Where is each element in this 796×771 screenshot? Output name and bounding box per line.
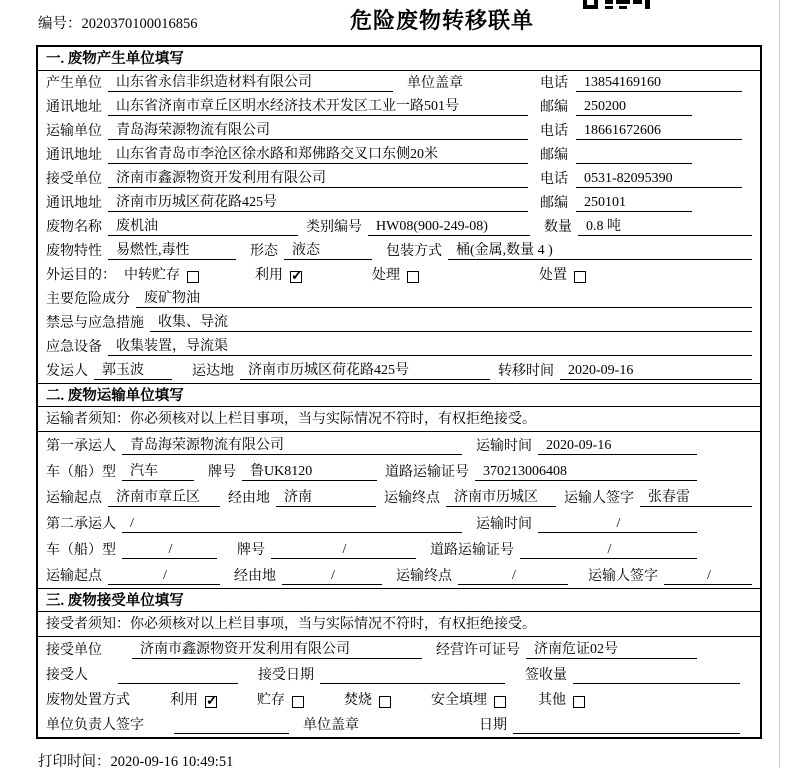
waste-code-label: 类别编号 bbox=[306, 220, 362, 235]
producer-field: 山东省永信非织造材料有限公司 bbox=[108, 71, 393, 92]
carrier1-field: 青岛海荣源物流有限公司 bbox=[122, 434, 462, 455]
purpose-option-transfer-storage-label: 中转贮存 bbox=[124, 268, 180, 283]
receiver-zip-label: 邮编 bbox=[540, 196, 568, 211]
equipment-field: 收集装置，导流渠 bbox=[108, 335, 752, 356]
waste-name-field: 废机油 bbox=[108, 215, 298, 236]
purpose-option-dispose-label: 处置 bbox=[539, 268, 567, 283]
route1-via-label: 经由地 bbox=[228, 491, 270, 506]
vehicle1-row bbox=[38, 458, 760, 484]
producer-address-label: 通讯地址 bbox=[46, 100, 102, 115]
document-header bbox=[0, 0, 796, 45]
accept-person-field bbox=[118, 683, 238, 684]
receiver-tel-label: 电话 bbox=[540, 172, 568, 187]
waste-form-field: 液态 bbox=[284, 239, 372, 260]
receipt-qty-label: 签收量 bbox=[525, 668, 567, 683]
purpose-checkbox-dispose bbox=[574, 271, 586, 283]
route2-via-label: 经由地 bbox=[234, 569, 276, 584]
accept-date-field bbox=[320, 683, 505, 684]
equipment-row bbox=[38, 335, 760, 359]
transporter-zip-field bbox=[576, 163, 692, 164]
route1-start-label: 运输起点 bbox=[46, 491, 102, 506]
vehicle2-type-label: 车（船）型 bbox=[46, 543, 116, 558]
purpose-option-utilize-label: 利用 bbox=[255, 268, 283, 283]
purpose-checkbox-utilize bbox=[290, 271, 302, 283]
waste-pack-field: 桶(金属,数量 4 ) bbox=[448, 239, 752, 260]
transporter-tel-label: 电话 bbox=[540, 124, 568, 139]
producer-seal-label: 单位盖章 bbox=[407, 76, 463, 91]
disposal-option-incinerate-label: 焚烧 bbox=[344, 693, 372, 708]
waste-qty-field: 0.8 吨 bbox=[578, 215, 752, 236]
carrier1-label: 第一承运人 bbox=[46, 439, 116, 454]
receiver-notice-text: 接受者须知：你必须核对以上栏目事项，当与实际情况不符时，有权拒绝接受。 bbox=[46, 617, 536, 632]
carrier1-row bbox=[38, 432, 760, 458]
accept-person-label: 接受人 bbox=[46, 668, 88, 683]
responsible-sign-field bbox=[174, 733, 289, 734]
carrier2-time-field: / bbox=[538, 516, 697, 533]
transporter-label: 运输单位 bbox=[46, 124, 102, 139]
waste-code-field: HW08(900-249-08) bbox=[368, 219, 530, 236]
serial-value: 2020370100016856 bbox=[81, 16, 198, 32]
carrier2-label: 第二承运人 bbox=[46, 517, 116, 532]
disposal-checkbox-incinerate bbox=[379, 696, 391, 708]
disposal-checkbox-landfill bbox=[494, 696, 506, 708]
serial-label: 编号： bbox=[38, 16, 82, 32]
carrier2-time-label: 运输时间 bbox=[476, 517, 532, 532]
route2-start-label: 运输起点 bbox=[46, 569, 102, 584]
disposal-method-row bbox=[38, 687, 760, 712]
transporter-address-row bbox=[38, 143, 760, 167]
dispatcher-label: 发运人 bbox=[46, 364, 88, 379]
waste-form-label: 形态 bbox=[250, 244, 278, 259]
vehicle1-license-field: 370213006408 bbox=[475, 464, 697, 481]
disposal-checkbox-utilize bbox=[205, 696, 217, 708]
waste-qty-label: 数量 bbox=[544, 220, 572, 235]
disposal-checkbox-other bbox=[573, 696, 585, 708]
emergency-field: 收集、导流 bbox=[150, 311, 752, 332]
route2-sign-label: 运输人签字 bbox=[588, 569, 658, 584]
producer-address-row bbox=[38, 95, 760, 119]
hazard-row bbox=[38, 287, 760, 311]
qr-code-fragment-icon bbox=[583, 0, 651, 10]
route2-end-label: 运输终点 bbox=[396, 569, 452, 584]
receiver-address-label: 通讯地址 bbox=[46, 196, 102, 211]
disposal-option-utilize-label: 利用 bbox=[170, 693, 198, 708]
page-title: 危险废物转移联单 bbox=[349, 8, 534, 33]
vehicle1-plate-label: 牌号 bbox=[208, 465, 236, 480]
purpose-option-utilize bbox=[255, 264, 302, 284]
responsible-sign-row bbox=[38, 712, 760, 737]
section2-header: 二. 废物运输单位填写 bbox=[38, 383, 760, 407]
producer-tel-field: 13854169160 bbox=[576, 75, 742, 92]
waste-name-label: 废物名称 bbox=[46, 220, 102, 235]
transporter-notice-text: 运输者须知：你必须核对以上栏目事项，当与实际情况不符时，有权拒绝接受。 bbox=[46, 412, 536, 427]
print-time-value: 2020-09-16 10:49:51 bbox=[110, 754, 234, 770]
transporter-address-field: 山东省青岛市李沧区徐水路和郑佛路交叉口东侧20米 bbox=[108, 143, 528, 164]
producer-tel-label: 电话 bbox=[540, 76, 568, 91]
carrier2-row bbox=[38, 510, 760, 536]
sign-date-field bbox=[513, 733, 740, 734]
receiver-zip-field: 250101 bbox=[576, 195, 692, 212]
purpose-option-transfer-storage bbox=[124, 264, 199, 284]
transporter-zip-label: 邮编 bbox=[540, 148, 568, 163]
accept-unit-label: 接受单位 bbox=[46, 643, 102, 658]
vehicle2-license-label: 道路运输证号 bbox=[430, 543, 514, 558]
route1-end-label: 运输终点 bbox=[384, 491, 440, 506]
destination-label: 运达地 bbox=[192, 364, 234, 379]
vehicle2-plate-field: / bbox=[271, 542, 416, 559]
emergency-label: 禁忌与应急措施 bbox=[46, 316, 144, 331]
accept-person-row bbox=[38, 662, 760, 687]
vehicle1-plate-field: 鲁UK8120 bbox=[242, 460, 377, 481]
transporter-field: 青岛海荣源物流有限公司 bbox=[108, 119, 528, 140]
route1-via-field: 济南 bbox=[276, 486, 376, 507]
dispatcher-field: 郭玉波 bbox=[94, 359, 172, 380]
receiver-field: 济南市鑫源物资开发利用有限公司 bbox=[108, 167, 528, 188]
producer-address-field: 山东省济南市章丘区明水经济技术开发区工业一路501号 bbox=[108, 95, 528, 116]
receiver-tel-field: 0531-82095390 bbox=[576, 171, 742, 188]
receiver-label: 接受单位 bbox=[46, 172, 102, 187]
receiver-row bbox=[38, 167, 760, 191]
section3-header: 三. 废物接受单位填写 bbox=[38, 588, 760, 612]
route1-end-field: 济南市历城区 bbox=[446, 486, 556, 507]
purpose-option-treat bbox=[372, 264, 419, 284]
vehicle1-type-label: 车（船）型 bbox=[46, 465, 116, 480]
disposal-option-other-label: 其他 bbox=[538, 693, 566, 708]
dispatch-row bbox=[38, 359, 760, 383]
disposal-option-landfill bbox=[431, 689, 506, 709]
transfer-time-field: 2020-09-16 bbox=[560, 363, 752, 380]
receipt-qty-field bbox=[573, 683, 740, 684]
permit-label: 经营许可证号 bbox=[436, 643, 520, 658]
purpose-option-treat-label: 处理 bbox=[372, 268, 400, 283]
producer-zip-label: 邮编 bbox=[540, 100, 568, 115]
disposal-option-landfill-label: 安全填埋 bbox=[431, 693, 487, 708]
route2-row bbox=[38, 562, 760, 588]
waste-traits-field: 易燃性,毒性 bbox=[108, 239, 236, 260]
accept-unit-row bbox=[38, 637, 760, 662]
print-time-label: 打印时间： bbox=[38, 754, 111, 770]
vehicle2-plate-label: 牌号 bbox=[237, 543, 265, 558]
route1-start-field: 济南市章丘区 bbox=[108, 486, 220, 507]
waste-name-row bbox=[38, 215, 760, 239]
hazard-label: 主要危险成分 bbox=[46, 292, 130, 307]
purpose-row bbox=[38, 263, 760, 287]
carrier1-time-label: 运输时间 bbox=[476, 439, 532, 454]
disposal-method-label: 废物处置方式 bbox=[46, 693, 130, 708]
receiver-address-row bbox=[38, 191, 760, 215]
transporter-tel-field: 18661672606 bbox=[576, 123, 742, 140]
sign-date-label: 日期 bbox=[479, 718, 507, 733]
section1-header: 一. 废物产生单位填写 bbox=[38, 47, 760, 71]
purpose-label: 外运目的： bbox=[46, 268, 116, 283]
hazard-field: 废矿物油 bbox=[136, 287, 752, 308]
purpose-checkbox-treat bbox=[407, 271, 419, 283]
receiver-notice-row bbox=[38, 612, 760, 637]
emergency-row bbox=[38, 311, 760, 335]
waste-traits-label: 废物特性 bbox=[46, 244, 102, 259]
responsible-sign-label: 单位负责人签字 bbox=[46, 718, 144, 733]
transporter-notice-row bbox=[38, 407, 760, 432]
disposal-option-utilize bbox=[170, 689, 217, 709]
receiver-address-field: 济南市历城区荷花路425号 bbox=[108, 191, 528, 212]
transporter-row bbox=[38, 119, 760, 143]
vehicle1-license-label: 道路运输证号 bbox=[385, 465, 469, 480]
carrier1-time-field: 2020-09-16 bbox=[538, 438, 697, 455]
route2-start-field: / bbox=[108, 568, 220, 585]
disposal-option-other bbox=[538, 689, 585, 709]
producer-label: 产生单位 bbox=[46, 76, 102, 91]
transfer-time-label: 转移时间 bbox=[498, 364, 554, 379]
route1-row bbox=[38, 484, 760, 510]
vehicle1-type-field: 汽车 bbox=[122, 460, 194, 481]
vehicle2-type-field: / bbox=[122, 542, 217, 559]
producer-row bbox=[38, 71, 760, 95]
unit-seal-label: 单位盖章 bbox=[303, 718, 359, 733]
route2-via-field: / bbox=[282, 568, 382, 585]
vehicle2-license-field: / bbox=[520, 542, 697, 559]
route1-sign-label: 运输人签字 bbox=[564, 491, 634, 506]
transporter-address-label: 通讯地址 bbox=[46, 148, 102, 163]
manifest-form-table bbox=[36, 45, 762, 739]
equipment-label: 应急设备 bbox=[46, 340, 102, 355]
disposal-option-store-label: 贮存 bbox=[257, 693, 285, 708]
page-edge-line bbox=[779, 0, 780, 768]
vehicle2-row bbox=[38, 536, 760, 562]
purpose-option-dispose bbox=[539, 264, 586, 284]
accept-date-label: 接受日期 bbox=[258, 668, 314, 683]
carrier2-field: / bbox=[122, 516, 462, 533]
purpose-checkbox-transfer-storage bbox=[187, 271, 199, 283]
permit-field: 济南危证02号 bbox=[526, 638, 697, 659]
route2-sign-field: / bbox=[664, 568, 752, 585]
producer-zip-field: 250200 bbox=[576, 99, 692, 116]
disposal-checkbox-store bbox=[292, 696, 304, 708]
destination-field: 济南市历城区荷花路425号 bbox=[240, 359, 490, 380]
waste-traits-row bbox=[38, 239, 760, 263]
route2-end-field: / bbox=[458, 568, 568, 585]
accept-unit-field: 济南市鑫源物资开发利用有限公司 bbox=[132, 638, 422, 659]
waste-pack-label: 包装方式 bbox=[386, 244, 442, 259]
disposal-option-store bbox=[257, 689, 304, 709]
disposal-option-incinerate bbox=[344, 689, 391, 709]
route1-sign-field: 张春雷 bbox=[640, 486, 752, 507]
